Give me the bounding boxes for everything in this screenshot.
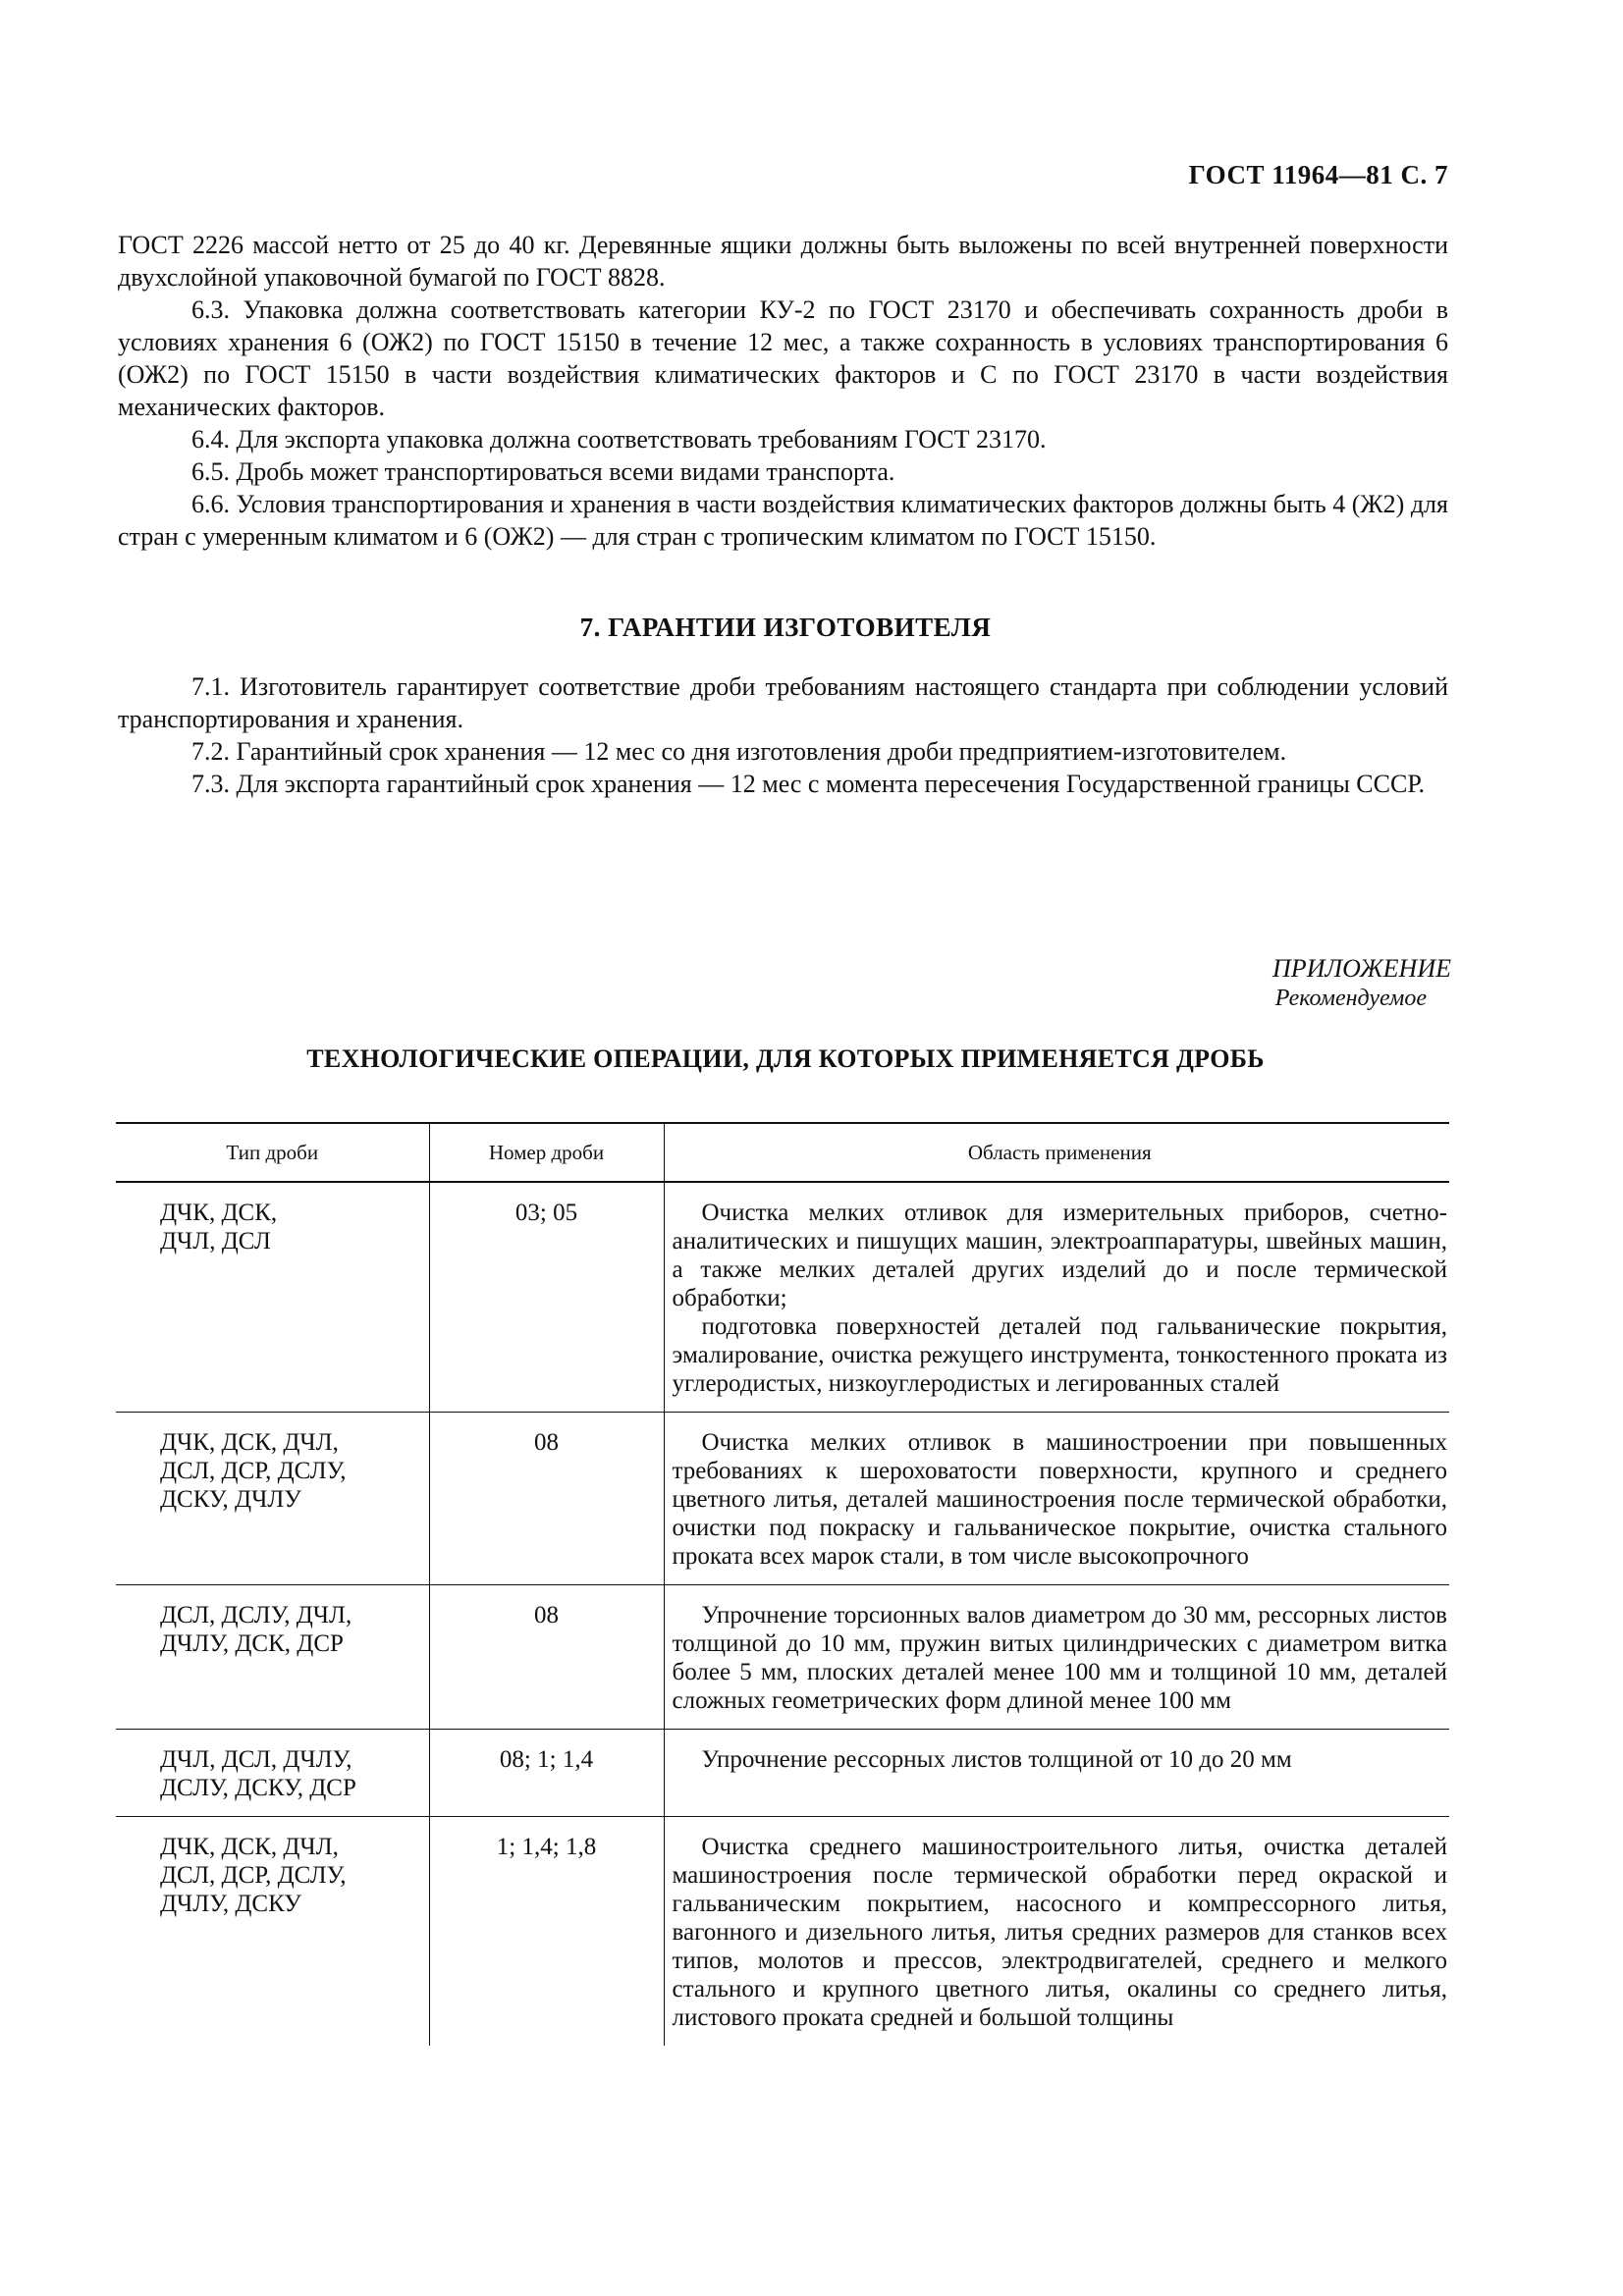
cell-area [664, 1182, 1449, 1413]
cell-type [116, 1585, 429, 1730]
type-line: ДСЛ, ДСР, ДСЛУ, [160, 1862, 347, 1889]
cell-number: 08 [429, 1585, 664, 1730]
type-line: ДЧЛ, ДСЛ, ДЧЛУ, [160, 1746, 352, 1773]
cell-type [116, 1182, 429, 1413]
area-text: Очистка мелких отливок для измерительных приборов, счетно-аналитических и пишущих машин, электроаппаратуры, швейных машин, а также мелких деталей других изделий до и после термической обработки; [672, 1200, 1447, 1311]
type-line: ДСЛУ, ДСКУ, ДСР [160, 1775, 356, 1801]
type-line: ДЧК, ДСК, ДЧЛ, [160, 1834, 339, 1860]
column-header-area: Область применения [664, 1123, 1449, 1182]
paragraph-7-2: 7.2. Гарантийный срок хранения — 12 мес со дня изготовления дроби предприятием-изготовителем. [191, 737, 1287, 766]
appendix-table-title: ТЕХНОЛОГИЧЕСКИЕ ОПЕРАЦИИ, ДЛЯ КОТОРЫХ ПРИМЕНЯЕТСЯ ДРОБЬ [306, 1044, 1265, 1073]
paragraph-6-4: 6.4. Для экспорта упаковка должна соответствовать требованиям ГОСТ 23170. [191, 425, 1047, 454]
cell-number: 03; 05 [429, 1182, 664, 1413]
type-line: ДЧК, ДСК, [160, 1200, 278, 1226]
paragraph-6-6: 6.6. Условия транспортирования и хранения в части воздействия климатических факторов должны быть 4 (Ж2) для стран с умеренным климатом и 6 (ОЖ2) — для стран с тропическим климатом по ГОСТ 15150. [118, 490, 1448, 551]
cell-type [116, 1730, 429, 1817]
type-line: ДСКУ, ДЧЛУ [160, 1486, 301, 1513]
table-row [116, 1585, 1449, 1730]
cell-type [116, 1817, 429, 2047]
type-line: ДЧЛУ, ДСК, ДСР [160, 1630, 344, 1657]
type-line: ДЧК, ДСК, ДЧЛ, [160, 1429, 339, 1456]
paragraph: ГОСТ 2226 массой нетто от 25 до 40 кг. Деревянные ящики должны быть выложены по всей внутренней поверхности двухслойной упаковочной бумагой по ГОСТ 8828. [118, 231, 1448, 292]
section6-continuation [118, 229, 1448, 553]
area-text: Упрочнение рессорных листов толщиной от 10 до 20 мм [701, 1746, 1292, 1773]
cell-area [664, 1730, 1449, 1817]
paragraph-6-3: 6.3. Упаковка должна соответствовать категории КУ-2 по ГОСТ 23170 и обеспечивать сохранность дроби в условиях хранения 6 (ОЖ2) по ГОСТ 15150 в течение 12 мес, а также сохранность в условиях транспортирования 6 (ОЖ2) по ГОСТ 15150 в части воздействия климатических факторов и С по ГОСТ 23170 в части воздействия механических факторов. [118, 295, 1448, 421]
cell-number: 08; 1; 1,4 [429, 1730, 664, 1817]
cell-type [116, 1413, 429, 1585]
cell-number: 1; 1,4; 1,8 [429, 1817, 664, 2047]
column-header-number: Номер дроби [429, 1123, 664, 1182]
type-line: ДСЛ, ДСЛУ, ДЧЛ, [160, 1602, 352, 1629]
cell-area [664, 1585, 1449, 1730]
area-text: Упрочнение торсионных валов диаметром до 30 мм, рессорных листов толщиной до 10 мм, пружин витых цилиндрических с диаметром витка более 5 мм, плоских деталей менее 100 мм и толщиной 10 мм, деталей сложных геометрических форм длиной менее 100 мм [672, 1602, 1447, 1714]
type-line: ДЧЛУ, ДСКУ [160, 1891, 301, 1917]
table-row [116, 1182, 1449, 1413]
area-text: Очистка среднего машиностроительного литья, очистка деталей машиностроения после термической обработки перед окраской и гальваническим покрытием, насосного и компрессорного литья, вагонного и дизельного литья, литья средних размеров для станков всех типов, молотов и прессов, электродвигателей, среднего и мелкого стального и крупного цветного литья, окалины со среднего литья, листового проката средней и большой толщины [672, 1834, 1447, 2031]
type-line: ДСЛ, ДСР, ДСЛУ, [160, 1458, 347, 1484]
operations-table [116, 1122, 1449, 2046]
paragraph-7-3: 7.3. Для экспорта гарантийный срок хранения — 12 мес с момента пересечения Государственной границы СССР. [191, 770, 1426, 798]
appendix-label: ПРИЛОЖЕНИЕ [1272, 954, 1451, 983]
cell-number: 08 [429, 1413, 664, 1585]
area-text: подготовка поверхностей деталей под гальванические покрытия, эмалирование, очистка режущего инструмента, тонкостенного проката из углеродистых, низкоуглеродистых и легированных сталей [672, 1313, 1447, 1397]
cell-area [664, 1817, 1449, 2047]
section7-title: 7. ГАРАНТИИ ИЗГОТОВИТЕЛЯ [579, 613, 992, 642]
section7-body [118, 670, 1448, 800]
table-row [116, 1817, 1449, 2047]
table-row [116, 1730, 1449, 1817]
column-header-type: Тип дроби [116, 1123, 429, 1182]
type-line: ДЧЛ, ДСЛ [160, 1228, 271, 1255]
paragraph-7-1: 7.1. Изготовитель гарантирует соответствие дроби требованиям настоящего стандарта при соблюдении условий транспортирования и хранения. [118, 672, 1448, 733]
cell-area [664, 1413, 1449, 1585]
appendix-sublabel: Рекомендуемое [1274, 986, 1427, 1011]
table-row [116, 1413, 1449, 1585]
appendix-label-block [1272, 954, 1451, 1013]
area-text: Очистка мелких отливок в машиностроении при повышенных требованиях к шероховатости поверхности, крупного и среднего цветного литья, деталей машиностроения после термической обработки, очистки под покраску и гальваническое покрытие, очистка стального проката всех марок стали, в том числе высокопрочного [672, 1429, 1447, 1570]
document-header-code: ГОСТ 11964—81 С. 7 [1188, 160, 1448, 189]
paragraph-6-5: 6.5. Дробь может транспортироваться всеми видами транспорта. [191, 457, 895, 486]
table-header-row [116, 1123, 1449, 1182]
